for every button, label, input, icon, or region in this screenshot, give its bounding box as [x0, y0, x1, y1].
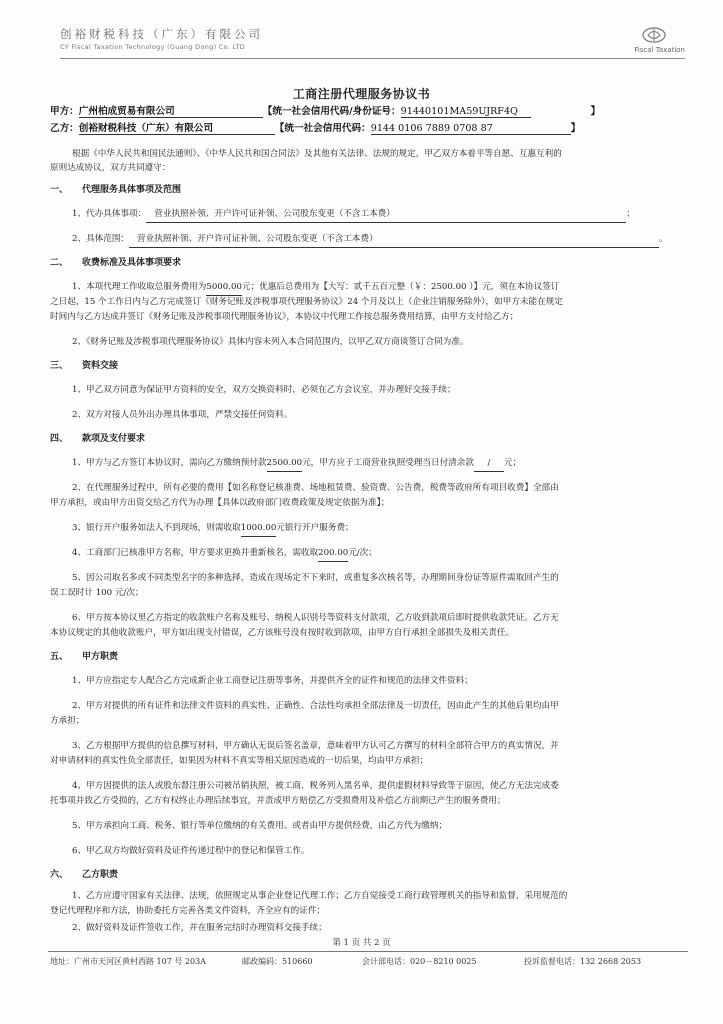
logo-caption: Fiscal Taxation — [634, 46, 685, 54]
clause-5-1: 1、甲方应指定专人配合乙方完成新企业工商登记注册等事务，并提供齐全的证件和规范的法律文件资料； — [72, 676, 473, 686]
party-a-label: 甲方： — [50, 106, 79, 117]
section-3-title: 资料交接 — [82, 361, 119, 371]
clause-4-2-line-1: 2、在代理服务过程中，所有必要的费用【如名称登记核准费、场地租赁费、验资费、公告费，税费等政府所有项目收费】全部由 — [72, 483, 559, 493]
section-2-title: 收费标准及具体事项要求 — [82, 258, 182, 268]
clause-4-4 — [50, 547, 688, 562]
clause-1-1-value: 营业执照补领、开户许可证补领、公司股东变更（不含工本费） — [146, 208, 626, 223]
clause-1-2 — [50, 233, 688, 248]
clause-2-1-line-2: 之日起，15 个工作日内与乙方完成签订《财务记账及涉税事项代理服务协议》24 个月及以上（企业注销服务除外），如甲方未能在规定 — [50, 297, 563, 307]
clause-4-1 — [50, 457, 688, 472]
clause-4-5-line-1: 5、因公司取名多或不同类型名字的多种选择，造成在现场定不下来时，或重复多次核名等，办理期间身份证等原件需取回产生的 — [72, 573, 559, 583]
clause-2-2: 2、《财务记账及涉税事项代理服务协议》具体内容未列入本合同范围内，以甲乙双方商谈签订合同为准。 — [72, 337, 469, 347]
party-b-code-label: 【统一社会信用代码： — [274, 123, 371, 134]
clause-1-1-label: 1、代办具体事项： — [72, 209, 147, 219]
section-3-heading — [50, 359, 688, 373]
clause-5-3-line-1: 3、乙方根据甲方提供的信息撰写材料，甲方确认无误后签名盖章，意味着甲方认可乙方撰写的材料全部符合甲方的真实情况，并 — [72, 741, 559, 751]
intro-line-1: 根据《中华人民共和国民法通则》、《中华人民共和国合同法》及其他有关法律、法规的规定，甲乙双方本着平等自愿、互惠互利的 — [72, 149, 562, 159]
clause-5-5: 5、甲方承担向工商、税务、银行等单位缴纳的有关费用。或者由甲方提供经费，由乙方代为缴纳； — [72, 821, 448, 831]
bank-fee-value: 1000.00 — [241, 522, 277, 537]
letterhead — [60, 26, 685, 60]
party-b-label: 乙方： — [50, 123, 79, 134]
section-5-title: 甲方职责 — [82, 652, 119, 662]
clause-4-5-line-2: 误工误时计 100 元/次； — [50, 588, 144, 598]
footer-address: 地址：广州市天河区黄村西路 107 号 203A — [50, 957, 206, 966]
clause-4-3 — [50, 522, 688, 537]
clause-5-2-line-1: 2、甲方对提供的所有证件和法律文件资料的真实性、正确性、合法性均承担全部法律及一切责任，因由此产生的其他后果均由甲 — [72, 701, 559, 711]
clause-5-2-line-2: 方承担； — [50, 716, 85, 726]
rename-fee-value: 200.00 — [318, 547, 348, 562]
clause-3-2: 2、双方对接人员外出办理具体事项，严禁交接任何资料。 — [72, 410, 293, 420]
header-divider — [60, 58, 685, 59]
clause-1-2-end: 。 — [659, 234, 668, 244]
section-6-title: 乙方职责 — [82, 870, 119, 880]
cy-logo-icon — [641, 26, 667, 44]
clause-4-1-text-b: 元，甲方应于工商营业执照受理当日付清余款 — [302, 458, 474, 468]
section-5-heading — [50, 650, 688, 664]
clause-3-1: 1、甲乙双方同意为保证甲方资料的安全，双方交换资料时，必须在乙方会议室，并办理好交接手续； — [72, 385, 456, 395]
party-b-close: 】 — [570, 123, 581, 134]
party-a-close: 】 — [590, 106, 601, 117]
section-2-num: 二、 — [50, 258, 69, 268]
clause-1-1-end: ； — [626, 209, 635, 219]
footer-phone: 会计部电话：020－8210 0025 — [362, 957, 477, 966]
section-6-num: 六、 — [50, 870, 69, 880]
clause-1-2-value: 营业执照补领、开户许可证补领、公司股东变更（不含工本费） — [129, 233, 659, 248]
clause-5-3-line-2: 对申请材料的真实性负全部责任，如果因为材料不真实等相关原因造成的一切后果，均由甲方承担； — [50, 756, 429, 766]
clause-4-3-text-b: 元银行开户服务费； — [276, 523, 354, 533]
party-b-name: 创裕财税科技（广东）有限公司 — [79, 120, 275, 135]
clause-5-6: 6、甲乙双方均做好资料及证件传递过程中的登记和保管工作。 — [72, 846, 310, 856]
section-5-num: 五、 — [50, 652, 69, 662]
clause-6-1-line-2: 登记代理程序和方法，协助委托方完善各类文件资料，齐全应有的证件； — [50, 906, 326, 916]
party-a-line — [50, 103, 600, 118]
clause-4-6-line-1: 6、甲方按本协议里乙方指定的收款账户名称及账号、纳税人识别号等资料支付款项，乙方收到款项后即时提供收款凭证。乙方无 — [72, 613, 559, 623]
prepayment-value: 2500.00 — [267, 457, 303, 472]
total-fee-value: 5000.00 — [206, 281, 242, 296]
clause-4-2-line-2: 甲方承担，或由甲方出资交给乙方代为办理【具体以政府部门收费政策及规定依据为准】； — [50, 498, 390, 508]
clause-4-1-text-a: 1、甲方与乙方签订本协议时，需向乙方缴纳预付款 — [72, 458, 267, 468]
section-4-num: 四、 — [50, 434, 69, 444]
party-a-code: 91440101MA59UJRF4Q — [401, 106, 531, 118]
clause-4-4-text-b: 元/次； — [348, 548, 377, 558]
party-b-code: 9144 0106 7889 0708 87 — [371, 123, 571, 135]
section-1-heading — [50, 183, 688, 197]
footer-divider — [48, 951, 688, 952]
party-b-line — [50, 120, 580, 135]
company-name-en: CY Fiscal Taxation Technology (Guang Dong) Co. LTD — [60, 43, 246, 51]
company-name-cn: 创裕财税科技（广东）有限公司 — [60, 27, 263, 41]
clause-2-1-text-b: 元；优惠后总费用为【大写：贰千五百元整（￥：2500.00 ）】元，须在本协议签订 — [241, 282, 560, 292]
footer-complaint: 投诉监督电话：132 2668 2053 — [524, 957, 642, 966]
page-number: 第 1 页 共 2 页 — [332, 938, 391, 948]
clause-1-1 — [50, 208, 688, 223]
party-a-code-label: 【统一社会信用代码/身份证号： — [262, 106, 401, 117]
balance-value: / — [474, 457, 504, 472]
clause-2-1-text-a: 1、本项代理工作收取总服务费用为 — [72, 282, 207, 292]
clause-4-1-text-c: 元； — [503, 458, 522, 468]
clause-5-4-line-1: 4、甲方因提供的法人或股东督注册公司被吊销执照，被工商、税务列入黑名单，提供虚假材料导致等于原因，使乙方无法完成委 — [72, 781, 559, 791]
section-4-title: 款项及支付要求 — [82, 434, 146, 444]
section-2-heading — [50, 256, 688, 270]
section-1-num: 一、 — [50, 185, 69, 195]
clause-1-2-label: 2、具体范围： — [72, 234, 130, 244]
section-1-title: 代理服务具体事项及范围 — [82, 185, 182, 195]
clause-6-1-line-1: 1、乙方应遵守国家有关法律、法规，依照规定从事企业登记代理工作；乙方自觉接受工商行政管理机关的指导和监督，采用规范的 — [72, 891, 568, 901]
clause-4-4-text-a: 4、工商部门已核准甲方名称，甲方要求更换并重新核名，需收取 — [72, 548, 319, 558]
clause-6-2: 2、做好资料及证件签收工作，并在服务完结时办理资料交接手续； — [72, 923, 327, 933]
document-title: 工商注册代理服务协议书 — [292, 87, 431, 101]
party-a-name: 广州柏成贸易有限公司 — [79, 103, 263, 118]
clause-4-3-text-a: 3、银行开户服务如法人不到现场，则需收取 — [72, 523, 241, 533]
clause-5-4-line-2: 托事项并致乙方受损的，乙方有权终止办理后续事宜，并责成甲方赔偿乙方受损费用及补偿乙方前期已产生的服务费用； — [50, 796, 506, 806]
clause-2-1-line-3: 时间内与乙方达成并签订《财务记账及涉税事项代理服务协议》，本协议中代理工作按总服务费用结算，由甲方支付给乙方； — [50, 312, 519, 322]
intro-line-2: 原则达成协议，双方共同遵守： — [50, 163, 171, 173]
footer-contact — [50, 956, 688, 967]
section-3-num: 三、 — [50, 361, 69, 371]
section-6-heading — [50, 868, 688, 882]
clause-4-6-line-2: 本协议规定的其他收款账户，甲方如出现支付错误，乙方该账号没有按时收到款项，由甲方自行承担全部损失及相关责任。 — [50, 628, 515, 638]
footer-postcode: 邮政编码：510660 — [242, 957, 313, 966]
section-4-heading — [50, 432, 688, 446]
clause-2-1-line-1 — [50, 281, 688, 296]
